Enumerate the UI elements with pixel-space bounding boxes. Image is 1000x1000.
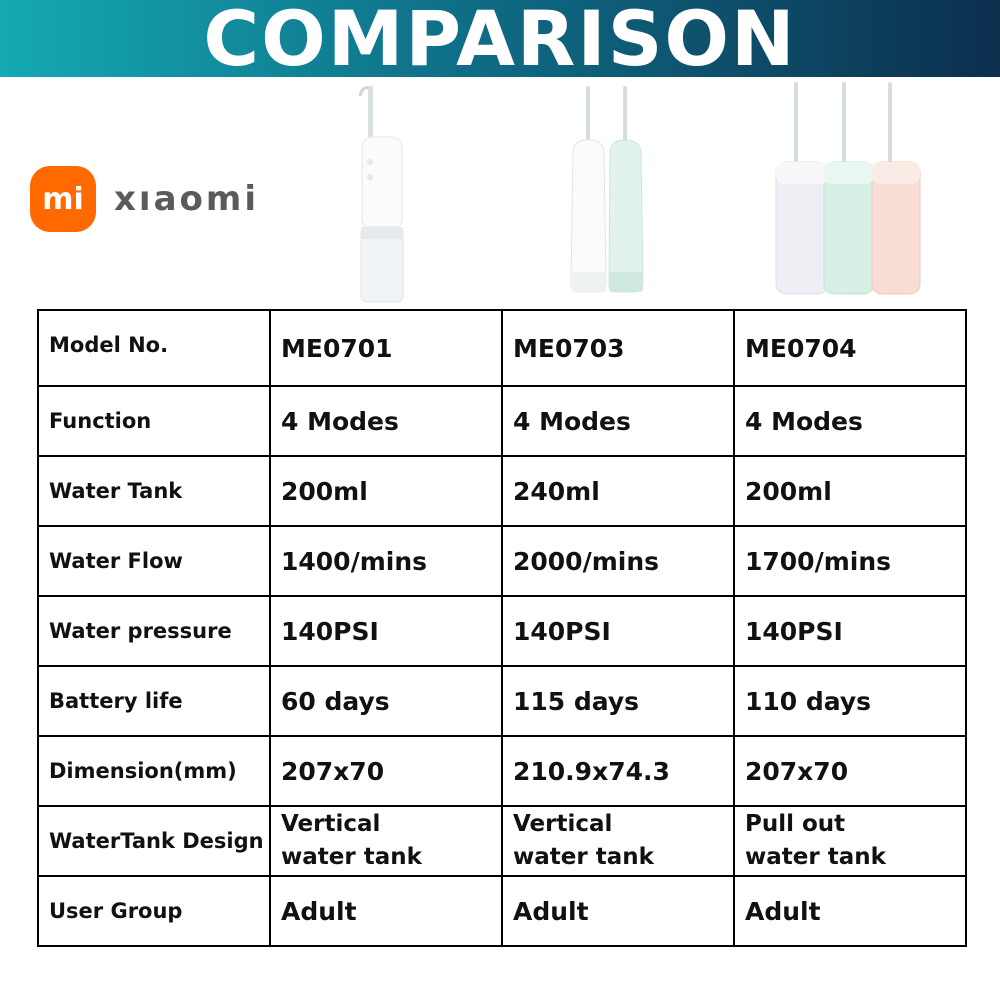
table-cell: ME0703 (502, 310, 734, 386)
table-cell: Adult (734, 876, 966, 946)
cell-line: water tank (281, 844, 422, 870)
table-row (38, 736, 966, 806)
table-cell: 110 days (734, 666, 966, 736)
row-label: User Group (38, 876, 270, 946)
table-row (38, 456, 966, 526)
brand-wordmark: xıaomi (114, 179, 259, 219)
table-cell (270, 806, 502, 876)
title-banner (0, 0, 1000, 83)
table-cell: 200ml (270, 456, 502, 526)
table-cell (502, 806, 734, 876)
table-cell: 140PSI (270, 596, 502, 666)
row-label: Battery life (38, 666, 270, 736)
table-cell: Adult (502, 876, 734, 946)
product-image-me0704 (772, 82, 922, 298)
table-cell: ME0704 (734, 310, 966, 386)
table-row (38, 806, 966, 876)
row-label: Dimension(mm) (38, 736, 270, 806)
table-cell: Adult (270, 876, 502, 946)
table-row (38, 596, 966, 666)
row-label: Model No. (38, 310, 270, 386)
comparison-table (37, 309, 967, 947)
banner-title: COMPARISON (203, 0, 797, 83)
water-flosser-icon (350, 82, 420, 304)
cell-line: Pull out (745, 811, 846, 837)
table-cell: 4 Modes (270, 386, 502, 456)
table-cell: 140PSI (734, 596, 966, 666)
table-cell: 4 Modes (502, 386, 734, 456)
xiaomi-logo (30, 166, 259, 232)
water-flosser-icon (772, 82, 922, 298)
cell-line: water tank (513, 844, 654, 870)
row-label: Water pressure (38, 596, 270, 666)
table-row (38, 310, 966, 386)
mi-logo-icon: mi (30, 166, 96, 232)
table-cell: 207x70 (734, 736, 966, 806)
row-label: Water Tank (38, 456, 270, 526)
row-label: Water Flow (38, 526, 270, 596)
table-row (38, 876, 966, 946)
table-cell: ME0701 (270, 310, 502, 386)
table-cell: 240ml (502, 456, 734, 526)
product-image-me0701 (350, 82, 420, 304)
table-cell: 60 days (270, 666, 502, 736)
table-cell (734, 806, 966, 876)
cell-line: water tank (745, 844, 886, 870)
row-label: WaterTank Design (38, 806, 270, 876)
table-cell: 140PSI (502, 596, 734, 666)
table-cell: 210.9x74.3 (502, 736, 734, 806)
table-cell: 2000/mins (502, 526, 734, 596)
table-row (38, 526, 966, 596)
table-cell: 200ml (734, 456, 966, 526)
cell-line: Vertical (281, 811, 381, 837)
water-flosser-icon (568, 82, 648, 296)
table-cell: 115 days (502, 666, 734, 736)
table-cell: 4 Modes (734, 386, 966, 456)
table-row (38, 386, 966, 456)
table-cell: 207x70 (270, 736, 502, 806)
table-cell: 1700/mins (734, 526, 966, 596)
product-image-me0703 (568, 82, 648, 296)
table-row (38, 666, 966, 736)
cell-line: Vertical (513, 811, 613, 837)
row-label: Function (38, 386, 270, 456)
table-cell: 1400/mins (270, 526, 502, 596)
